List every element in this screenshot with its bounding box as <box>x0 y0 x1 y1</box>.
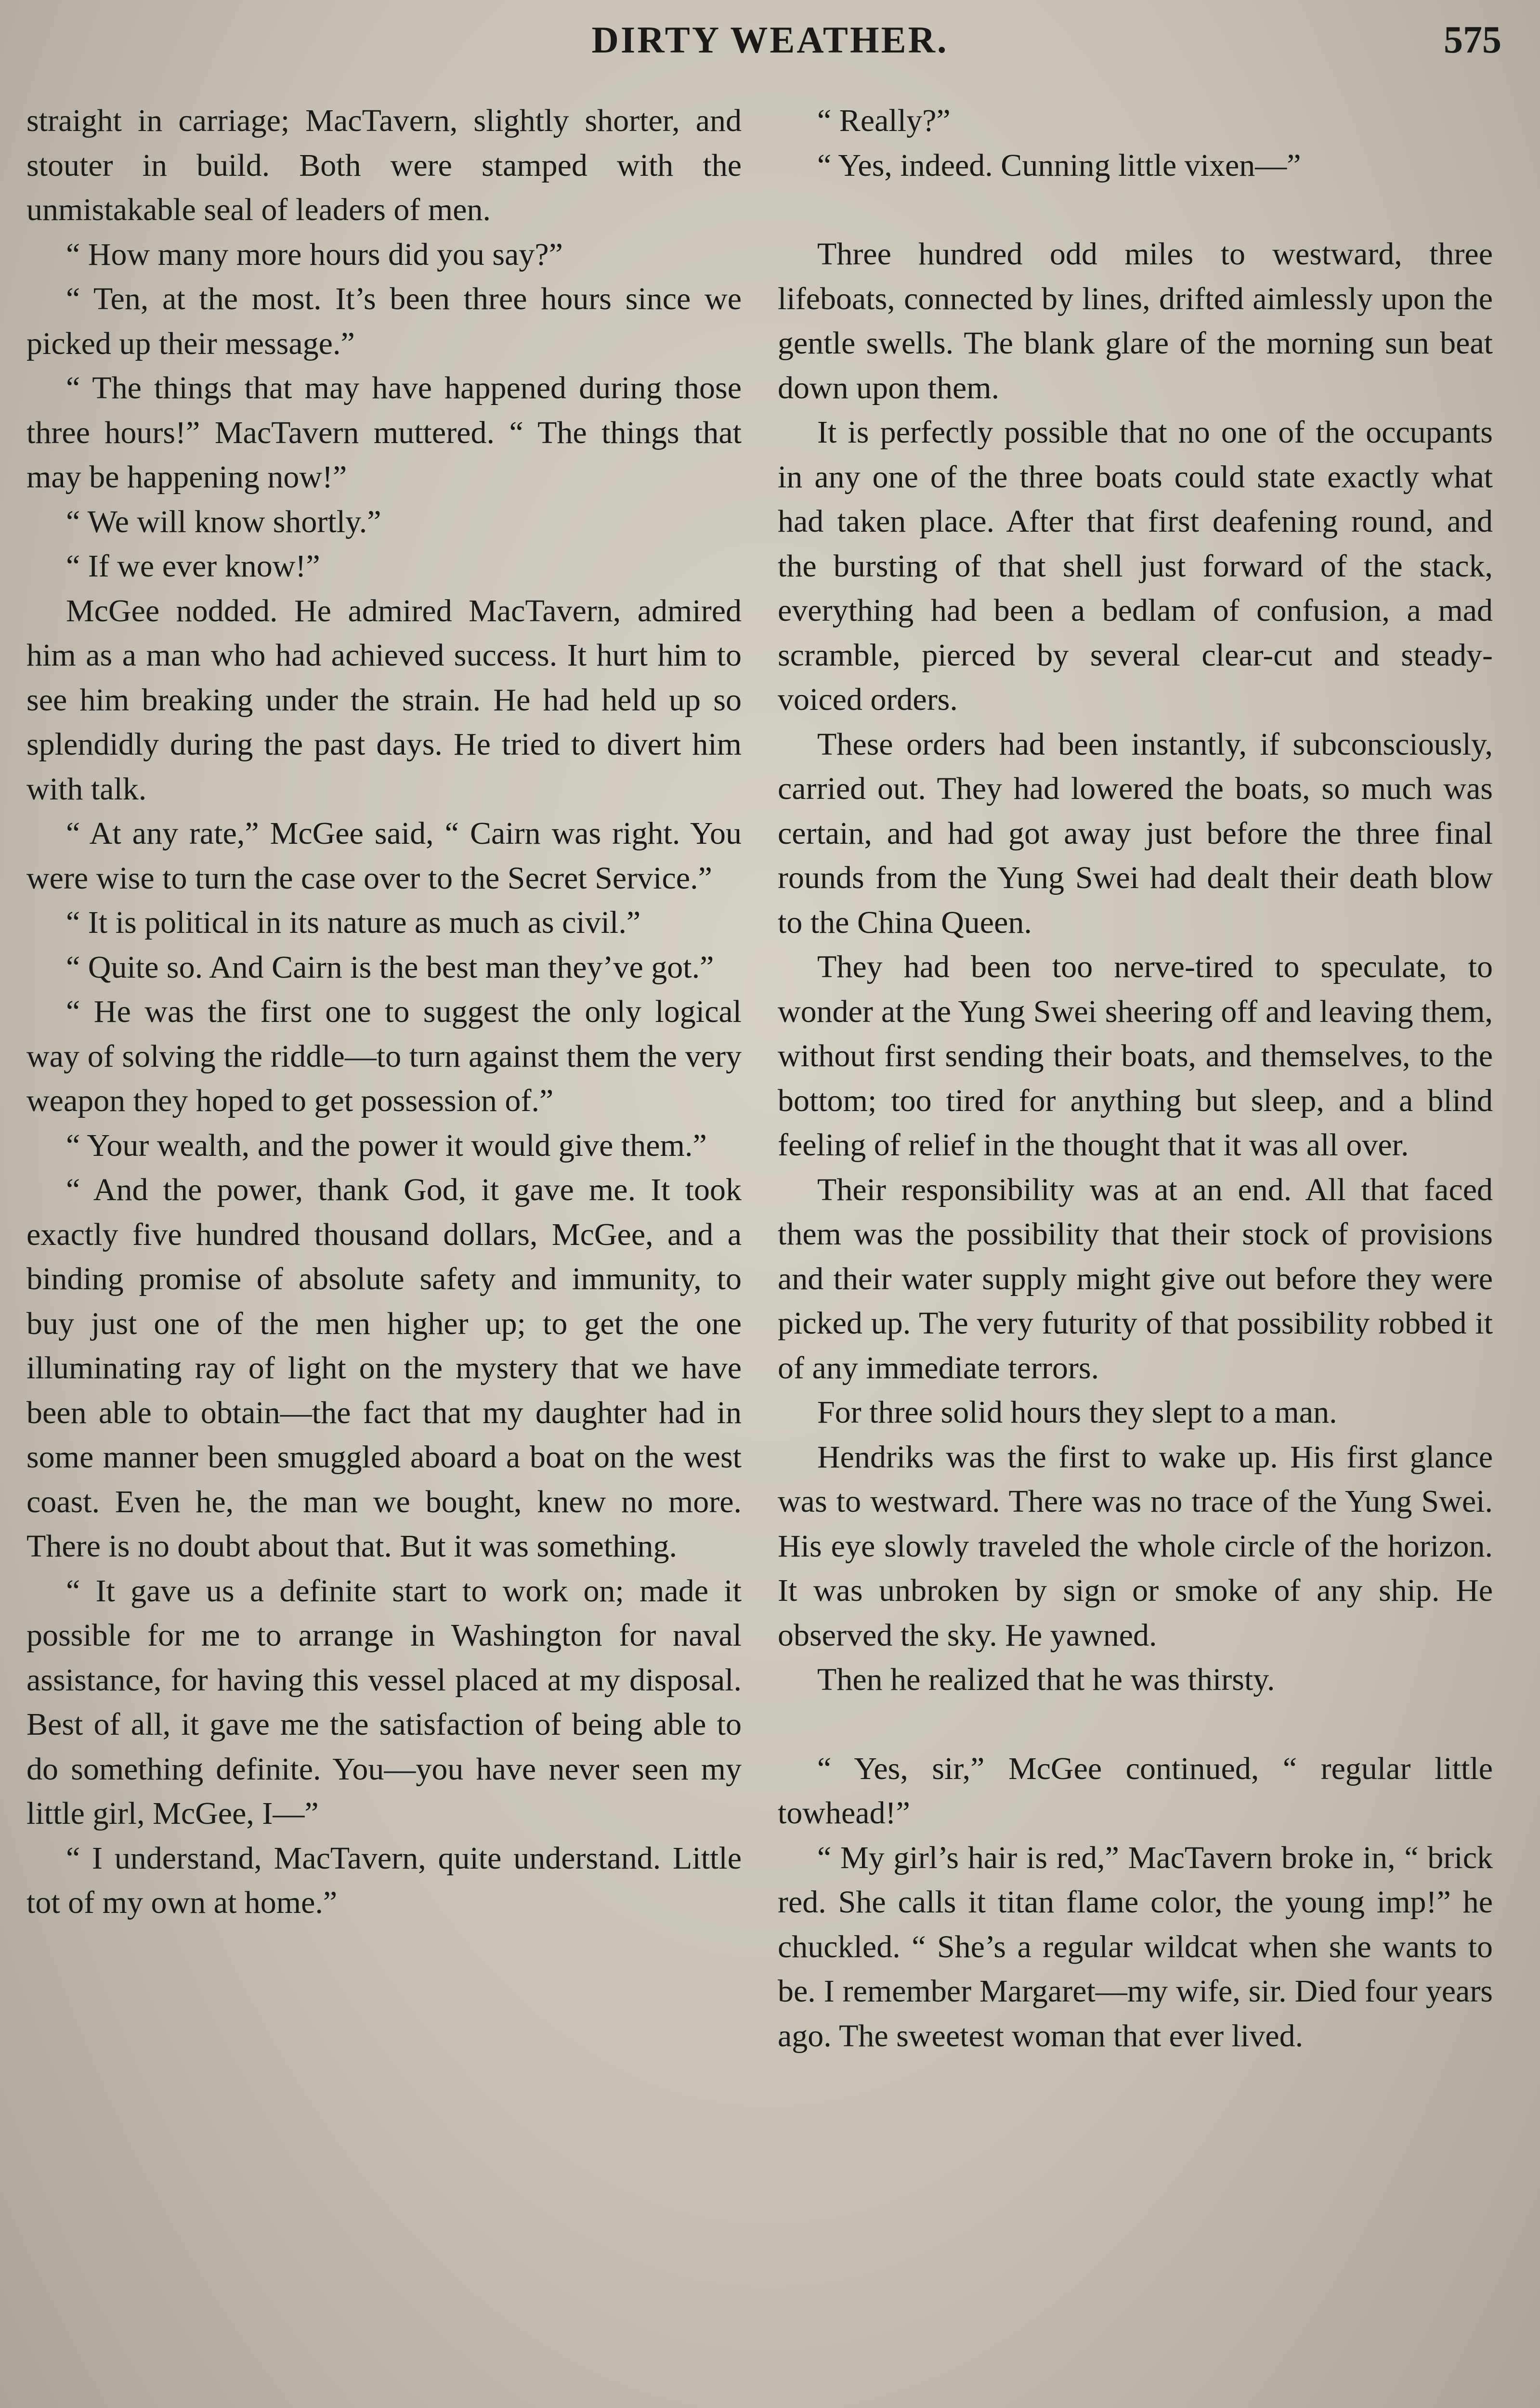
paragraph: straight in carriage; MacTavern, slightly shorter, and stouter in build. Both were stamped with the unmistakable seal of leaders of men. <box>26 103 742 227</box>
paragraph: “ The things that may have happened during those three hours!” MacTavern muttered. “ The things that may be happening now!” <box>26 370 742 495</box>
running-header <box>0 13 1540 66</box>
running-title: DIRTY WEATHER. <box>591 19 949 61</box>
paragraph: Three hundred odd miles to westward, three lifeboats, connected by lines, drifted aimlessly upon the gentle swells. The blank glare of the morning sun beat down upon them. <box>778 236 1493 406</box>
paragraph: “ We will know shortly.” <box>66 504 381 539</box>
page-number: 575 <box>1444 19 1501 61</box>
right-text-column <box>778 99 1493 2058</box>
paragraph: “ How many more hours did you say?” <box>66 236 563 272</box>
paragraph: “ He was the first one to suggest the only logical way of solving the riddle—to turn against them the very weapon they hoped to get possession of.” <box>26 994 742 1118</box>
paragraph: “ At any rate,” McGee said, “ Cairn was right. You were wise to turn the case over to the Secret Service.” <box>26 816 742 896</box>
paragraph: “ I understand, MacTavern, quite understand. Little tot of my own at home.” <box>26 1840 742 1920</box>
paragraph: “ Quite so. And Cairn is the best man they’ve got.” <box>66 949 714 985</box>
paragraph: “ If we ever know!” <box>66 549 320 584</box>
paragraph: “ Yes, sir,” McGee continued, “ regular little towhead!” <box>778 1751 1493 1831</box>
paragraph: “ Your wealth, and the power it would give them.” <box>66 1127 707 1163</box>
paragraph: They had been too nerve-tired to speculate, to wonder at the Yung Swei sheering off and leaving them, without first sending their boats, and themselves, to the bottom; too tired for anything but sleep, and a blind feeling of relief in the thought that it was all over. <box>778 949 1493 1163</box>
paragraph: “ And the power, thank God, it gave me. It took exactly five hundred thousand dollars, McGee, and a binding promise of absolute safety and immunity, to buy just one of the men higher up; to get the one illuminating ray of light on the mystery that we have been able to obtain—the fact that my daughter had in some manner been smuggled aboard a boat on the west coast. Even he, the man we bought, knew no more. There is no doubt about that. But it was something. <box>26 1172 742 1564</box>
paragraph: “ My girl’s hair is red,” MacTavern broke in, “ brick red. She calls it titan flame color, the young imp!” he chuckled. “ She’s a regular wildcat when she wants to be. I remember Margaret—my wife, sir. Died four years ago. The sweetest woman that ever lived. <box>778 1840 1493 2054</box>
paragraph: Hendriks was the first to wake up. His first glance was to westward. There was no trace of the Yung Swei. His eye slowly traveled the whole circle of the horizon. It was unbroken by sign or smoke of any ship. He observed the sky. He yawned. <box>778 1439 1493 1653</box>
paragraph: “ Ten, at the most. It’s been three hours since we picked up their message.” <box>26 281 742 361</box>
paragraph: Then he realized that he was thirsty. <box>817 1662 1275 1697</box>
paragraph: McGee nodded. He admired MacTavern, admired him as a man who had achieved success. It hurt him to see him breaking under the strain. He had held up so splendidly during the past days. He tried to divert him with talk. <box>26 593 742 807</box>
paragraph: “ Yes, indeed. Cunning little vixen—” <box>817 147 1301 183</box>
paragraph: For three solid hours they slept to a man. <box>817 1395 1337 1430</box>
paragraph: Their responsibility was at an end. All that faced them was the possibility that their stock of provisions and their water supply might give out before they were picked up. The very futurity of that possibility robbed it of any immediate terrors. <box>778 1172 1493 1386</box>
paragraph: It is perfectly possible that no one of the occupants in any one of the three boats could state exactly what had taken place. After that first deafening round, and the bursting of that shell just forward of the stack, everything had been a bedlam of confusion, a mad scramble, pierced by several clear-cut and steady-voiced orders. <box>778 415 1493 717</box>
paragraph: These orders had been instantly, if subconsciously, carried out. They had lowered the boats, so much was certain, and had got away just before the three final rounds from the Yung Swei had dealt their death blow to the China Queen. <box>778 726 1493 940</box>
paragraph: “ It gave us a definite start to work on; made it possible for me to arrange in Washington for naval assistance, for having this vessel placed at my disposal. Best of all, it gave me the satisfaction of being able to do something definite. You—you have never seen my little girl, McGee, I—” <box>26 1573 742 1831</box>
left-text-column <box>26 99 742 1925</box>
paragraph: “ It is political in its nature as much as civil.” <box>66 905 641 940</box>
paragraph: “ Really?” <box>817 103 951 138</box>
